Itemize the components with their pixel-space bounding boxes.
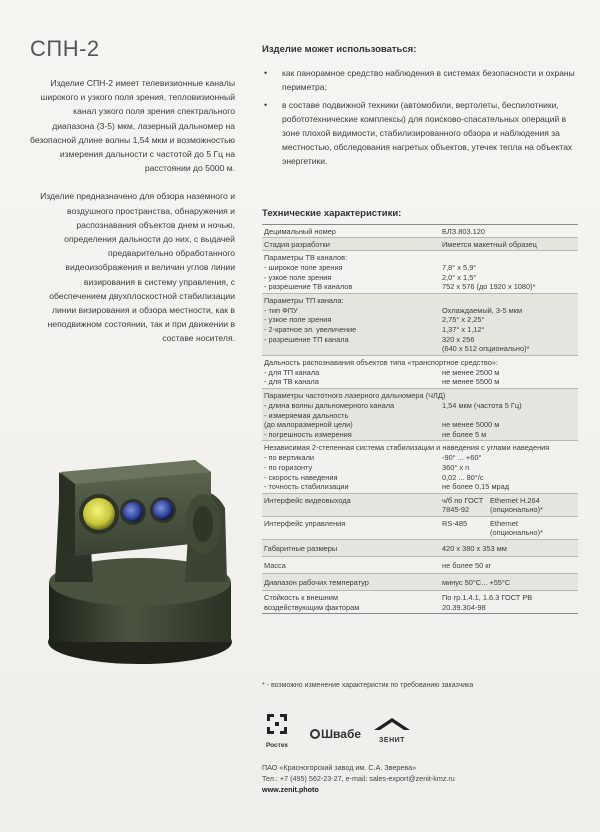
spec-value — [490, 519, 570, 538]
spec-row-temperature — [262, 573, 578, 590]
spec-label: - скорость наведения — [264, 472, 338, 482]
spec-group-distance — [262, 355, 578, 388]
spec-label: - тип ФПУ — [264, 305, 298, 315]
spec-label: Интерфейс видеовыхода — [264, 495, 351, 505]
spec-label: Децимальный номер — [264, 227, 336, 236]
spec-group-rangefinder — [262, 388, 578, 440]
usage-item: • в составе подвижной техники (автомобили, вертолеты, беспилотники, робототехнические комплексы) для поисково-спасательных операций в зоне плохой видимости, стабилизированного обзора и наблюдения за местностью, обследования нагретых объектов, утечек тепла на объектах энергетики. — [262, 98, 578, 168]
spec-value — [442, 593, 578, 612]
spec-value: 320 x 256 — [442, 334, 475, 344]
contacts: Тел.: +7 (495) 562-23-27, e-mail: sales-export@zenit-kmz.ru — [262, 774, 455, 783]
spec-row-decimal — [262, 224, 578, 237]
spec-label: - разрешение ТП канала — [264, 334, 349, 344]
spec-row-mass — [262, 556, 578, 573]
spec-value — [490, 496, 570, 515]
spec-label: (до малоразмерной цели) — [264, 420, 353, 430]
spec-value: 360° x n — [442, 462, 470, 472]
spec-row-dimensions — [262, 539, 578, 556]
spec-label — [262, 593, 442, 612]
spec-value-line: (опционально)* — [490, 505, 543, 515]
logos — [262, 712, 462, 756]
spec-label: Масса — [264, 561, 286, 571]
shvabe-logo-icon — [310, 729, 320, 739]
spec-value: не менее 2500 м — [442, 367, 500, 377]
zenit-logo-icon — [372, 716, 412, 732]
spec-value: RS-485 — [442, 518, 468, 528]
spec-label: Габаритные размеры — [264, 544, 338, 554]
spec-label: - точность стабилизации — [264, 482, 349, 492]
usage-list — [262, 66, 578, 172]
spec-value: минус 50°С... +55°С — [442, 578, 511, 588]
spec-value: не более 5 м — [442, 429, 487, 439]
spec-value: 0,02 ... 80°/с — [442, 472, 484, 482]
spec-label: - 2-кратное эл. увеличение — [264, 324, 357, 334]
usage-item: • как панорамное средство наблюдения в системах безопасности и охраны периметра; — [262, 66, 578, 94]
spec-value: (640 x 512 опционально)* — [442, 344, 530, 354]
spec-value-line: Ethernet — [490, 518, 518, 528]
spec-value-line: 7845-92 — [442, 505, 470, 515]
spec-row-video — [262, 493, 578, 516]
spec-label: - широкое поле зрения — [264, 263, 343, 272]
product-title: СПН-2 — [30, 36, 100, 61]
spec-row-resistance — [262, 590, 578, 614]
spec-label-line: Стойкость к внешним — [264, 593, 338, 603]
spec-group-heading: Дальность распознавания объектов типа «транспортное средство»: — [264, 357, 498, 367]
spec-value: 752 x 576 (до 1920 x 1080)* — [442, 282, 536, 292]
spec-label: - разрешение ТВ каналов — [264, 282, 353, 292]
spec-label: - для ТП канала — [264, 367, 320, 377]
spec-value: не более 0,15 мрад — [442, 482, 510, 492]
spec-row-stage — [262, 237, 578, 250]
spec-value: 420 x 380 x 353 мм — [442, 544, 507, 554]
spec-label: - по горизонту — [264, 462, 313, 472]
spec-value: 2,75° x 2,25° — [442, 315, 485, 325]
spec-label: Стадия разработки — [264, 240, 330, 249]
rostec-label: Ростех — [265, 742, 288, 749]
spec-label: - для ТВ канала — [264, 377, 319, 387]
usage-heading: Изделие может использоваться: — [262, 44, 417, 55]
spec-value — [442, 496, 490, 515]
zenit-logo — [370, 716, 414, 744]
spec-label: - узкое поле зрения — [264, 315, 332, 325]
zenit-label: ЗЕНИТ — [379, 737, 405, 744]
spec-value-line: (опционально)* — [490, 528, 543, 538]
spec-group-heading: Параметры ТП канала: — [264, 295, 344, 305]
company-name: ПАО «Красногорский завод им. С.А. Зверева» — [262, 763, 417, 772]
spec-label: - погрешность измерения — [264, 429, 352, 439]
intro-text — [30, 76, 235, 360]
spec-value-line: 20.39.304-98 — [442, 602, 486, 612]
intro-paragraph-2: Изделие предназначено для обзора наземного и воздушного пространства, обнаружения и распознавания объектов днем и ночью, определения дальности до них, с выдачей предварительно обработанного видеоизображения и величин углов линии визирования в систему управления, с обеспечением двухплоскостной стабилизации линии визирования и обзора местности, как в неподвижном состоянии, так и при движении в составе носителя. — [40, 191, 235, 344]
spec-value: -90° ... +60° — [442, 453, 482, 463]
spec-label: Интерфейс управления — [264, 518, 346, 528]
device-photo — [35, 432, 245, 672]
spec-label: - узкое поле зрения — [264, 272, 332, 282]
shvabe-label: Швабе — [321, 727, 362, 741]
spec-label: - измеряемая дальность — [264, 410, 349, 420]
rostec-logo — [262, 712, 292, 749]
footer — [262, 762, 455, 795]
footnote: * - возможно изменение характеристик по требованию заказчика — [262, 682, 474, 689]
spec-group-heading: Параметры частотного лазерного дальномера (ЧЛД) — [264, 390, 446, 400]
spec-group-tp — [262, 293, 578, 355]
spec-group-stabilization — [262, 440, 578, 492]
spec-value: 2,0° x 1,5° — [442, 272, 477, 282]
spec-value-line: ч/б по ГОСТ — [442, 495, 484, 505]
spec-label: - длина волны дальномерного канала — [264, 400, 395, 410]
spec-label-line: воздействующим факторам — [264, 602, 360, 612]
intro-paragraph-1: Изделие СПН-2 имеет телевизионные каналы широкого и узкого поля зрения, тепловизионный канал узкого поля зрения спектрального диапазона (3-5) мкм, лазерный дальномер на безопасной длине волны 1,54 мкм и возможностью измерения дальности с частотой до 5 Гц на расстоянии до 5000 м. — [30, 78, 235, 174]
specs-table — [262, 224, 578, 614]
website-link[interactable]: www.zenit.photo — [262, 785, 319, 794]
spec-value: 7,8° x 5,9° — [442, 263, 477, 272]
spec-group-tv — [262, 250, 578, 293]
specs-heading: Технические характеристики: — [262, 208, 402, 219]
spec-label: Диапазон рабочих температур — [264, 578, 369, 588]
spec-label: - по вертикали — [264, 453, 315, 463]
shvabe-logo — [310, 727, 361, 741]
spec-value-line: По гр.1.4.1, 1.6.3 ГОСТ РВ — [442, 593, 533, 603]
spec-value-line: Ethernet H.264 — [490, 495, 540, 505]
spec-row-control — [262, 516, 578, 539]
spec-value: 1,37° x 1,12° — [442, 324, 485, 334]
spec-value: не более 50 кг — [442, 561, 492, 571]
spec-value: 1,54 мкм (частота 5 Гц) — [442, 400, 522, 410]
rostec-logo-icon — [265, 712, 289, 736]
spec-value: БЛЗ.803.120 — [442, 227, 485, 236]
spec-value: Имеется макетный образец — [442, 240, 537, 249]
spec-value: не менее 5000 м — [442, 420, 500, 430]
spec-group-heading: Независимая 2-степенная система стабилизации и наведения с углами наведения — [264, 443, 550, 453]
spec-value: Охлаждаемый, 3-5 мкм — [442, 305, 523, 315]
spec-value: не менее 5500 м — [442, 377, 500, 387]
spec-group-heading: Параметры ТВ каналов: — [264, 253, 348, 262]
